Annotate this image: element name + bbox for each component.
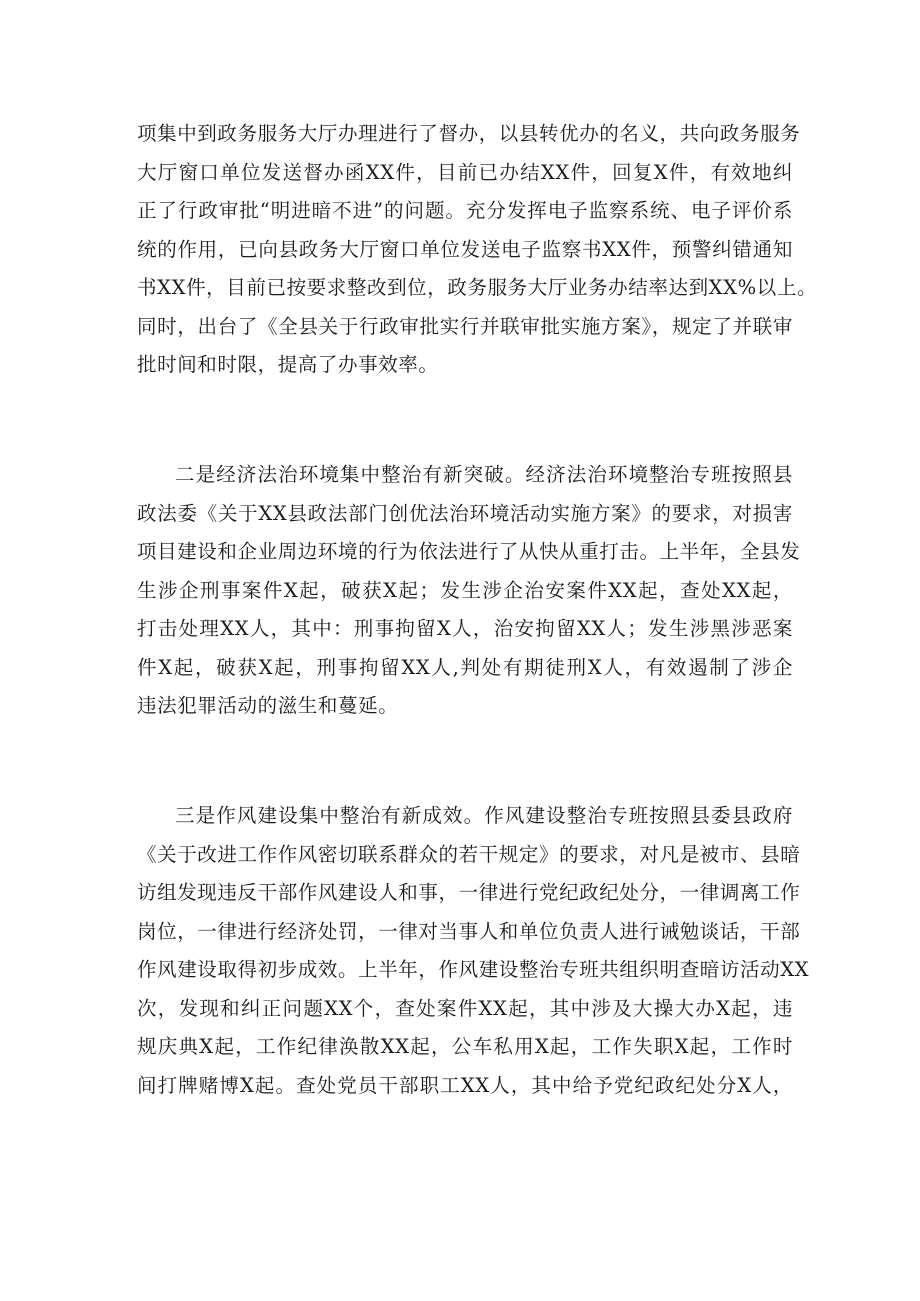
text-line: 大厅窗口单位发送督办函XX件，目前已办结XX件，回复X件，有效地纠 xyxy=(137,160,793,184)
text-line: 打击处理XX人，其中：刑事拘留X人，治安拘留XX人；发生涉黑涉恶案 xyxy=(137,617,793,640)
text-line: 统的作用，已向县政务大厅窗口单位发送电子监察书XX件，预警纠错通知 xyxy=(137,237,793,261)
text-line: 正了行政审批“明进暗不进”的问题。充分发挥电子监察系统、电子评价系 xyxy=(137,199,793,222)
text-line: 项目建设和企业周边环境的行为依法进行了从快从重打击。上半年，全县发 xyxy=(137,540,801,563)
text-line: 次，发现和纠正问题XX个，查处案件XX起，其中涉及大操大办X起，违 xyxy=(137,996,793,1020)
text-line: 间打牌赌博X起。查处党员干部职工XX人，其中给予党纪政纪处分X人， xyxy=(137,1073,793,1097)
text-line: 同时，出台了《全县关于行政审批实行并联审批实施方案》，规定了并联审 xyxy=(137,314,793,338)
text-line: 件X起，破获X起，刑事拘留XX人,判处有期徒刑X人，有效遏制了涉企 xyxy=(137,655,793,679)
text-line: 岗位，一律进行经济处罚，一律对当事人和单位负责人进行诫勉谈话，干部 xyxy=(137,919,801,943)
text-line: 政法委《关于XX县政法部门创优法治环境活动实施方案》的要求，对损害 xyxy=(137,501,793,525)
paragraph-work-style xyxy=(137,797,810,1105)
text-line-last: 批时间和时限，提高了办事效率。 xyxy=(137,353,439,376)
text-line-last: 违法犯罪活动的滋生和蔓延。 xyxy=(137,694,399,717)
text-line: 作风建设取得初步成效。上半年，作风建设整治专班共组织明查暗访活动XX xyxy=(137,958,810,981)
paragraph-legal-environment xyxy=(137,456,801,726)
text-line: 《关于改进工作作风密切联系群众的若干规定》的要求，对凡是被市、县暗 xyxy=(137,842,801,866)
text-line: 访组发现违反干部作风建设人和事，一律进行党纪政纪处分，一律调离工作 xyxy=(137,881,801,904)
text-line-first: 二是经济法治环境集中整治有新突破。经济法治环境整治专班按照县 xyxy=(175,463,793,486)
text-line: 项集中到政务服务大厅办理进行了督办，以县转优办的名义，共向政务服务 xyxy=(137,122,801,145)
text-line: 规庆典X起，工作纪律涣散XX起，公车私用X起，工作失职X起，工作时 xyxy=(137,1035,793,1058)
text-line: 书XX件，目前已按要求整改到位，政务服务大厅业务办结率达到XX%以上。 xyxy=(137,276,818,299)
text-line-first: 三是作风建设集中整治有新成效。作风建设整治专班按照县委县政府 xyxy=(175,804,793,827)
text-line: 生涉企刑事案件X起，破获X起；发生涉企治安案件XX起，查处XX起， xyxy=(137,578,793,602)
paragraph-administrative-approval xyxy=(137,115,818,385)
